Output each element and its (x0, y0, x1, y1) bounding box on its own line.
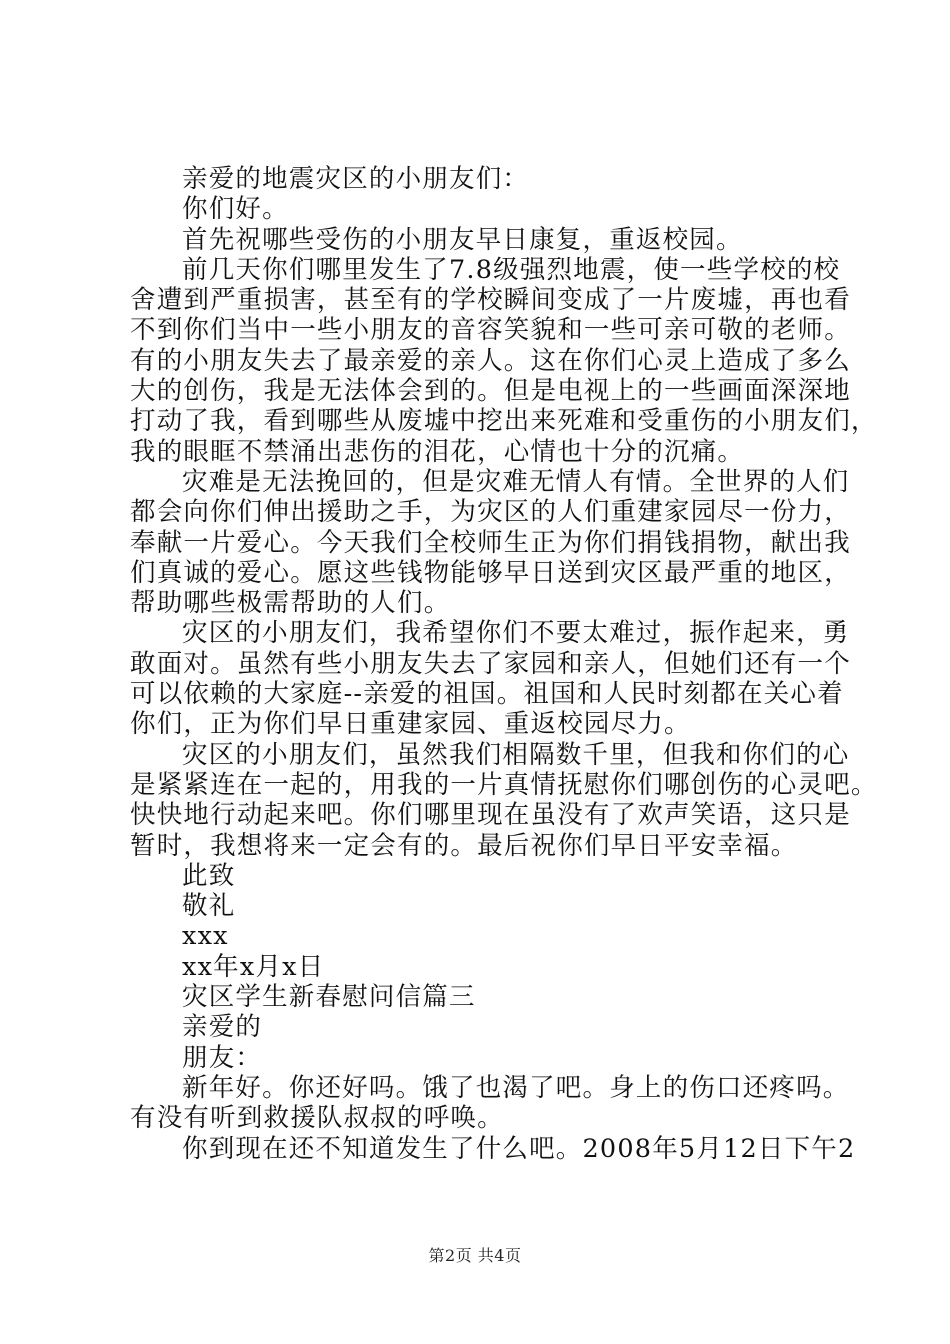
text-line: 不到你们当中一些小朋友的音容笑貌和一些可亲可敬的老师。 (130, 315, 851, 346)
greeting: 你们好。 (182, 194, 289, 225)
text-line: 打动了我，看到哪些从废墟中挖出来死难和受重伤的小朋友们， (130, 406, 878, 437)
text-line: 前几天你们哪里发生了7.8级强烈地震，使一些学校的校 (182, 254, 841, 285)
text-line: 快快地行动起来吧。你们哪里现在虽没有了欢声笑语，这只是 (130, 800, 851, 831)
text-line: 可以依赖的大家庭--亲爱的祖国。祖国和人民时刻都在关心着 (130, 679, 844, 710)
text-line: 是紧紧连在一起的，用我的一片真情抚慰你们哪创伤的心灵吧。 (130, 769, 878, 800)
text-line: 新年好。你还好吗。饿了也渴了吧。身上的伤口还疼吗。 (182, 1072, 850, 1103)
text-line: 奉献一片爱心。今天我们全校师生正为你们捐钱捐物，献出我 (130, 527, 851, 558)
text-line: 你们，正为你们早日重建家园、重返校园尽力。 (130, 709, 691, 740)
text-line: 你到现在还不知道发生了什么吧。2008年5月12日下午2 (182, 1133, 856, 1164)
text-line: 有没有听到救援队叔叔的呼唤。 (130, 1103, 504, 1134)
text-line: 灾区的小朋友们，我希望你们不要太难过，振作起来，勇 (182, 618, 850, 649)
text-line: 大的创伤，我是无法体会到的。但是电视上的一些画面深深地 (130, 376, 851, 407)
section-title: 灾区学生新春慰问信篇三 (182, 982, 476, 1013)
text-line: 们真诚的爱心。愿这些钱物能够早日送到灾区最严重的地区， (130, 557, 851, 588)
page-number-footer: 第2页 共4页 (428, 1246, 522, 1265)
letter-body (130, 164, 878, 1164)
closing-line: 敬礼 (182, 891, 236, 922)
text-line: 舍遭到严重损害，甚至有的学校瞬间变成了一片废墟，再也看 (130, 285, 851, 316)
closing-line: 此致 (182, 860, 236, 891)
signature: xxx (182, 921, 229, 952)
text-line: 灾区的小朋友们，虽然我们相隔数千里，但我和你们的心 (182, 739, 850, 770)
salutation: 亲爱的 (182, 1012, 263, 1043)
salutation: 亲爱的地震灾区的小朋友们： (182, 164, 530, 194)
text-line: 暂时，我想将来一定会有的。最后祝你们早日平安幸福。 (130, 830, 798, 861)
text-line: 有的小朋友失去了最亲爱的亲人。这在你们心灵上造成了多么 (130, 345, 851, 376)
text-line: 敢面对。虽然有些小朋友失去了家园和亲人，但她们还有一个 (130, 648, 851, 679)
salutation: 朋友： (182, 1042, 263, 1073)
text-line: 灾难是无法挽回的，但是灾难无情人有情。全世界的人们 (182, 466, 850, 497)
text-line: 我的眼眶不禁涌出悲伤的泪花，心情也十分的沉痛。 (130, 436, 745, 467)
date-line: xx年x月x日 (182, 951, 325, 982)
text-line: 都会向你们伸出援助之手，为灾区的人们重建家园尽一份力， (130, 497, 851, 528)
text-line: 首先祝哪些受伤的小朋友早日康复，重返校园。 (182, 224, 743, 255)
text-line: 帮助哪些极需帮助的人们。 (130, 588, 451, 619)
